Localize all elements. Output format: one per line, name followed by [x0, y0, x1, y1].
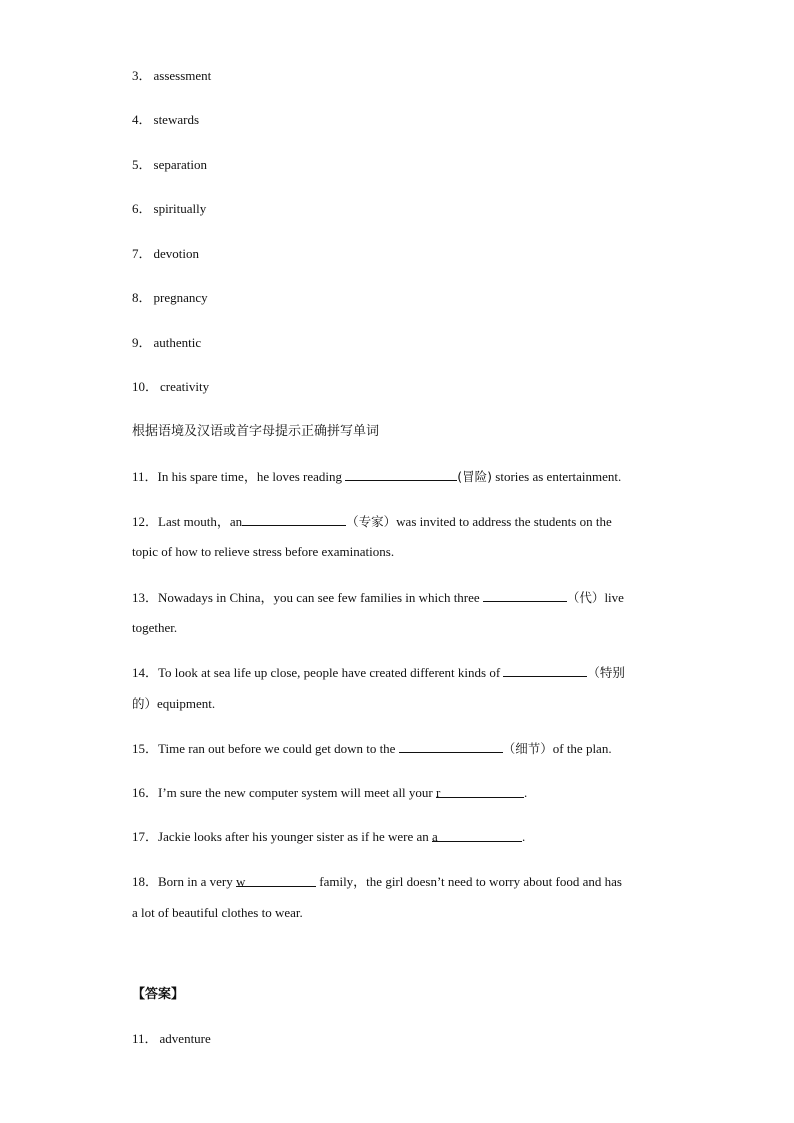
question-14	[132, 664, 625, 681]
question-text: Born in a very	[158, 874, 236, 889]
item-number: 7．	[132, 246, 152, 261]
question-13-continued: together.	[132, 620, 178, 635]
answer-blank[interactable]	[483, 589, 567, 602]
item-number: 6．	[132, 201, 152, 216]
item-word: separation	[153, 157, 207, 172]
chinese-hint: （特别	[587, 665, 625, 680]
answer-heading: 【答案】	[132, 987, 185, 1002]
list-item	[132, 112, 199, 128]
initial-letter: r	[436, 785, 441, 800]
list-item	[132, 246, 199, 262]
answer-blank[interactable]	[503, 664, 587, 677]
item-number: 10．	[132, 379, 159, 394]
item-number: 8．	[132, 290, 152, 305]
list-item	[132, 68, 211, 84]
answer-blank[interactable]	[242, 513, 346, 526]
item-number: 11．	[132, 1031, 158, 1046]
answer-blank[interactable]	[345, 468, 457, 481]
item-word: creativity	[160, 379, 210, 394]
question-number: 14．	[132, 665, 159, 680]
question-text: of the plan.	[552, 741, 612, 756]
initial-letter: w	[236, 874, 246, 889]
item-word: assessment	[153, 68, 212, 83]
answer-item	[132, 1031, 211, 1047]
question-13	[132, 589, 624, 606]
question-text: I’m sure the new computer system will meet all your	[158, 785, 436, 800]
list-item	[132, 290, 208, 306]
list-item	[132, 201, 206, 217]
question-text: Time ran out before we could get down to the	[158, 741, 399, 756]
item-number: 3．	[132, 68, 152, 83]
answer-blank[interactable]	[236, 874, 316, 887]
item-word: stewards	[153, 112, 200, 127]
question-18	[132, 874, 622, 890]
question-14-continued	[132, 696, 215, 712]
list-item	[132, 379, 209, 395]
answer-blank[interactable]	[436, 785, 524, 798]
question-15	[132, 740, 612, 757]
question-number: 13．	[132, 590, 159, 605]
item-word: spiritually	[153, 201, 207, 216]
question-12-continued: topic of how to relieve stress before examinations.	[132, 544, 395, 559]
question-number: 16．	[132, 785, 159, 800]
question-text: Nowadays in China，you can see few families in which three	[158, 590, 483, 605]
question-text: Jackie looks after his younger sister as if he were an	[158, 829, 433, 844]
question-text: live	[604, 590, 624, 605]
list-item	[132, 157, 207, 173]
section-heading: 根据语境及汉语或首字母提示正确拼写单词	[132, 424, 380, 439]
chinese-hint: 的）	[132, 696, 158, 711]
item-word: devotion	[153, 246, 200, 261]
question-text: .	[524, 785, 528, 800]
initial-letter: a	[432, 829, 438, 844]
chinese-hint: （细节）	[502, 741, 553, 756]
chinese-hint: （专家）	[346, 514, 397, 529]
question-text: Last mouth，an	[158, 514, 243, 529]
item-number: 5．	[132, 157, 152, 172]
question-text: In his spare time，he loves reading	[157, 469, 346, 484]
question-number: 15．	[132, 741, 159, 756]
answer-blank[interactable]	[399, 740, 503, 753]
item-number: 9．	[132, 335, 152, 350]
chinese-hint: （代）	[566, 590, 605, 605]
chinese-hint: (冒险)	[457, 469, 493, 484]
item-number: 4．	[132, 112, 152, 127]
question-text: To look at sea life up close, people have created different kinds of	[158, 665, 504, 680]
question-number: 18．	[132, 874, 159, 889]
answer-blank[interactable]	[432, 829, 522, 842]
question-17	[132, 829, 525, 845]
question-number: 17．	[132, 829, 159, 844]
question-number: 11．	[132, 469, 158, 484]
item-word: pregnancy	[153, 290, 208, 305]
question-text: stories as entertainment.	[492, 469, 622, 484]
question-text: .	[522, 829, 526, 844]
question-number: 12．	[132, 514, 159, 529]
item-word: authentic	[153, 335, 202, 350]
question-text: was invited to address the students on the	[396, 514, 612, 529]
question-18-continued: a lot of beautiful clothes to wear.	[132, 905, 303, 920]
question-11	[132, 468, 621, 485]
question-12	[132, 513, 612, 530]
list-item	[132, 335, 201, 351]
item-word: adventure	[159, 1031, 211, 1046]
question-text: equipment.	[157, 696, 216, 711]
question-text: family，the girl doesn’t need to worry about food and has	[316, 874, 622, 889]
question-16	[132, 785, 527, 801]
